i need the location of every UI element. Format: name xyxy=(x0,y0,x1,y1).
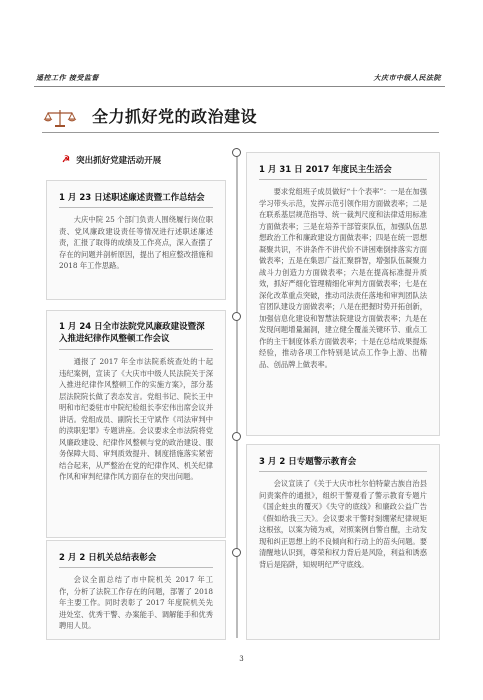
event-card xyxy=(246,444,440,640)
event-body: 会议宣读了《关于大庆市杜尔伯特蒙古族自治县问责案件的通报》，组织干警观看了警示教育专题片《国企蛀虫的覆灭》《失守的底线》和廉政公益广告《假如给我三天》。会议要求干警时刻绷紧纪律规矩这根弦，以案为镜为戒，对照案例自警自醒，主动发现和纠正思想上的不良倾向和行动上的苗头问题。要清醒地认识到，尊荣和权力背后是风险，利益和诱惑背后是陷阱，知规明纪严守底线。 xyxy=(259,479,427,569)
section-heading xyxy=(62,154,161,166)
section-label: 突出抓好党建活动开展 xyxy=(76,156,162,166)
event-card xyxy=(46,540,226,640)
event-title: 1 月 24 日全市法院党风廉政建设暨深入推进纪律作风整顿工作会议 xyxy=(59,322,205,344)
timeline-node xyxy=(232,148,241,157)
event-body: 会议全面总结了市中院机关 2017 年工作，分析了法院工作存在的问题，部署了 2018 年主要工作。同时表彰了 2017 年度院机关先进处室、优秀干警、办案能手、调解能手和优秀聘用人员。 xyxy=(59,575,213,630)
event-title: 1 月 31 日 2017 年度民主生活会 xyxy=(259,165,392,175)
party-emblem-icon: ☭ xyxy=(62,155,71,165)
timeline-node xyxy=(232,548,241,557)
event-body: 大庆中院 25 个部门负责人围绕履行岗位职责、党风廉政建设责任等情况进行述职述廉述责，汇报了取得的成绩及工作亮点，深入查摆了存在的问题并剖析原因，提出了相应整改措施和 2018 年工作思路。 xyxy=(59,215,213,270)
title-divider xyxy=(42,132,439,133)
page-title: 全力抓好党的政治建设 xyxy=(92,107,258,126)
header-right-text: 大庆市中级人民法院 xyxy=(373,73,441,82)
page-number: 3 xyxy=(239,655,244,663)
timeline-line xyxy=(236,148,238,638)
event-title: 1 月 23 日述职述廉述责暨工作总结会 xyxy=(59,193,205,203)
timeline-node xyxy=(232,312,241,321)
timeline-node xyxy=(232,432,241,441)
event-title: 2 月 2 日机关总结表彰会 xyxy=(59,553,157,563)
scales-of-justice-icon xyxy=(42,108,78,128)
header-divider xyxy=(34,86,445,87)
event-card xyxy=(46,180,226,300)
event-body: 通报了 2017 年全市法院系统查处的十起违纪案例，宣读了《大庆市中级人民法院关于深入推进纪律作风整顿工作的实施方案》，部分基层法院院长做了表态发言。党组书记、院长王中明和市纪委驻市中院纪检组长李宏伟出席会议并讲话。党组成员、副院长王守斌作《司法审判中的渎职犯罪》专题讲座。会议要求全市法院将党风廉政建设、纪律作风整顿与党的政治建设、服务保障大局、审判质效提升、制度措施落实紧密结合起来，从严整治在党的纪律作风、机关纪律作风和审判纪律作风方面存在的突出问题。 xyxy=(59,357,213,481)
event-title: 3 月 2 日专题警示教育会 xyxy=(259,457,357,467)
event-body: 要求党组班子成员做好“十个表率”：一是在加强学习带头示范，发挥示范引领作用方面做表率；二是在联系基层规范指导、统一裁判尺度和法律适用标准方面做表率；三是在培养干部管束队伍，加强队伍思想政治工作和廉政建设方面做表率；四是在统一思想凝聚共识，不讲条件不讲代价不讲困难倒排落实方面做表率；五是在集思广益汇聚群智，增强队伍凝聚力战斗力创造力方面做表率；六是在提高标准提升质效，抓好严细化管理精细化审判方面做表率；七是在深化改革重点突破，推动司法责任落地和审判团队法官团队建设方面做表率；八是在把握时势开拓创新，加强信息化建设和智慧法院建设方面做表率；九是在发现问题增量漏洞，建立健全覆盖关键环节、重点工作的主干制度体系方面做表率；十是在总结成果提炼经验，推动各项工作特别是试点工作争上游、出精品、创品牌上做表率。 xyxy=(259,187,427,369)
event-card xyxy=(246,152,440,436)
event-card xyxy=(46,310,226,538)
header-left-text: 遥控工作 接受监督 xyxy=(36,73,99,82)
